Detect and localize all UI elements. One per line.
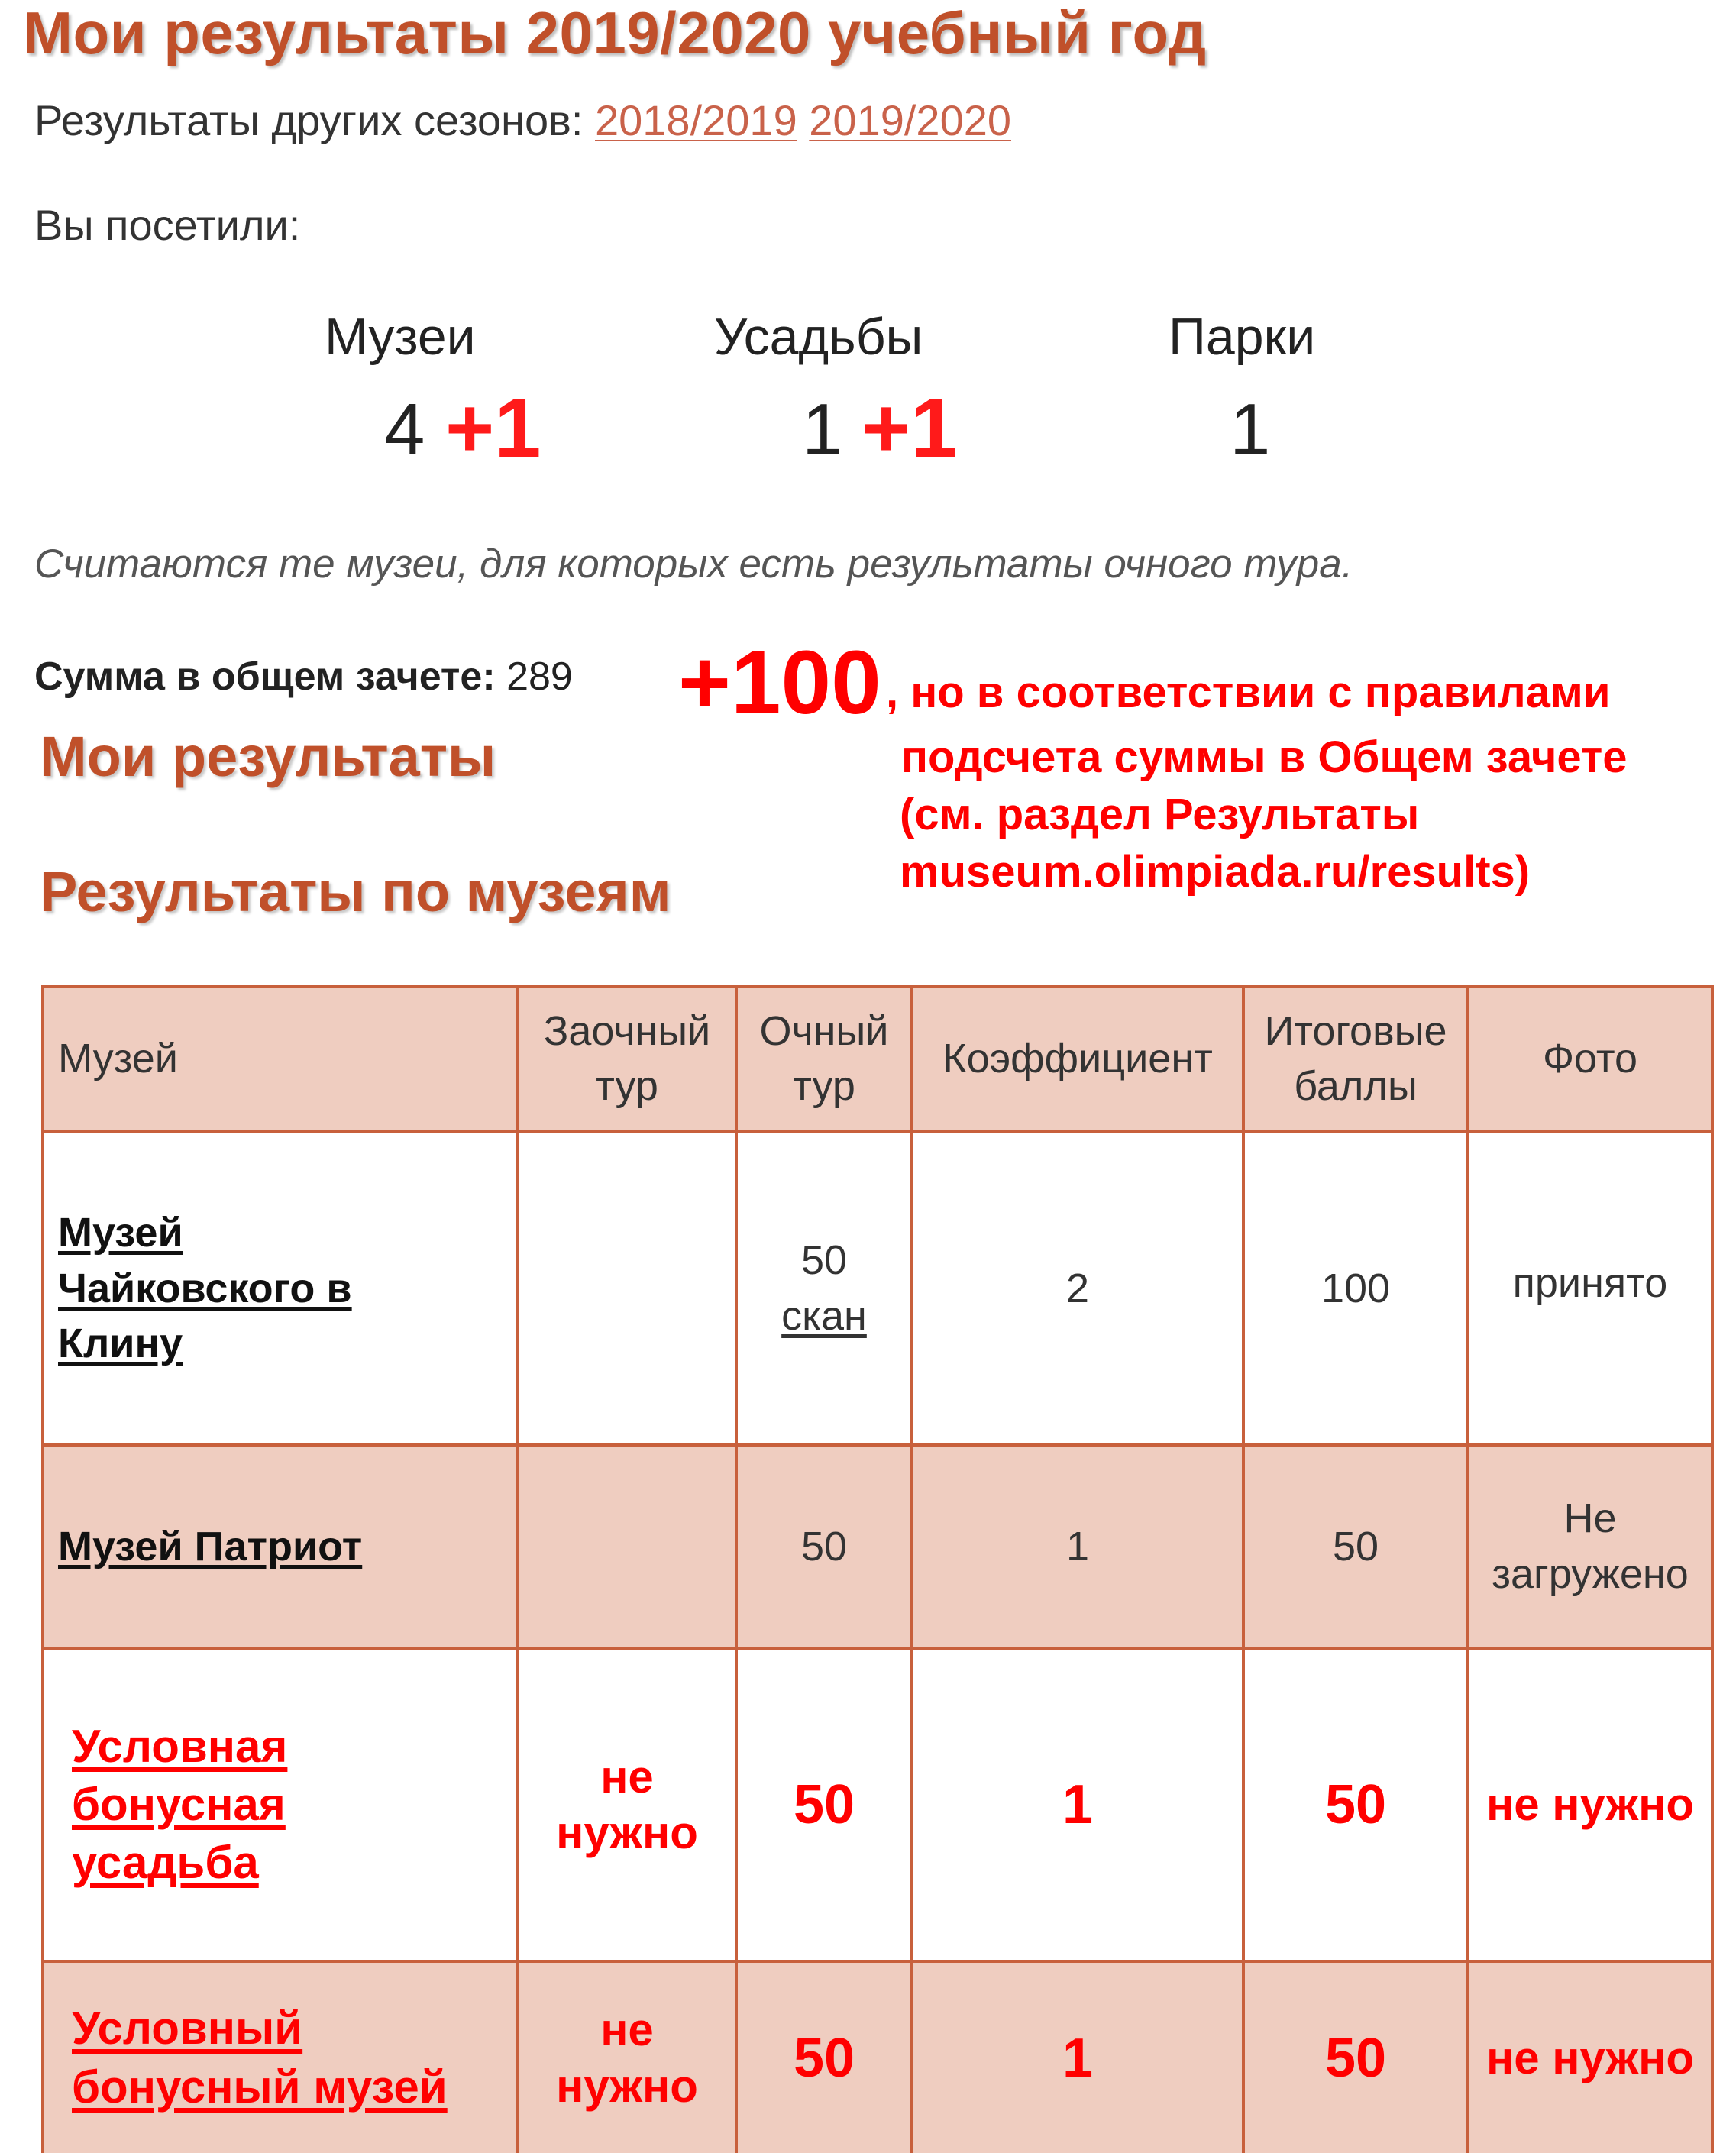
total-sum-label: Сумма в общем зачете: — [34, 655, 496, 699]
table-row-1-distance — [519, 1133, 738, 1447]
table-row-3-museum — [44, 1650, 519, 1963]
header-coefficient-label: Коэффициент — [942, 1036, 1213, 1082]
header-total-line-1: Итоговые — [1264, 1008, 1447, 1055]
table-row-4-inperson — [738, 1963, 913, 2153]
other-seasons-label: Результаты других сезонов: — [34, 96, 584, 144]
table-row-2-photo — [1469, 1447, 1714, 1650]
bonus-museum-link[interactable] — [72, 1999, 448, 2116]
row-3-photo-status: не нужно — [1485, 1779, 1695, 1831]
stat-label-estates: Усадьбы — [714, 308, 923, 366]
row-3-inperson-value: 50 — [793, 1774, 855, 1835]
row-1-total-value: 100 — [1321, 1265, 1391, 1311]
table-row-2-total — [1245, 1447, 1469, 1650]
header-distance-line-1: Заочный — [543, 1008, 711, 1055]
table-row-4-distance — [519, 1963, 738, 2153]
table-row-3-coefficient — [913, 1650, 1245, 1963]
other-seasons — [34, 95, 1011, 145]
row-2-inperson-value: 50 — [800, 1523, 848, 1569]
stat-bonus-museums: +1 — [445, 381, 541, 475]
scan-link[interactable]: скан — [781, 1293, 867, 1339]
museum-link-patriot[interactable]: Музей Патриот — [58, 1523, 363, 1569]
row-4-inperson-value: 50 — [793, 2027, 855, 2089]
row-2-photo-status-line: загружено — [1492, 1551, 1689, 1597]
row-2-photo-status-line: Не — [1563, 1495, 1617, 1542]
total-sum-value: 289 — [506, 655, 573, 699]
table-row-4-museum — [44, 1963, 519, 2153]
table-row-1-photo — [1469, 1133, 1714, 1447]
museum-name-line: Чайковского в — [58, 1265, 352, 1311]
row-3-distance-line: нужно — [556, 1807, 698, 1858]
row-4-coefficient-value: 1 — [1062, 2027, 1094, 2089]
header-photo-label: Фото — [1542, 1036, 1638, 1082]
table-row-3-total — [1245, 1650, 1469, 1963]
header-inperson-line-1: Очный — [759, 1008, 889, 1055]
bonus-estate-link[interactable] — [72, 1718, 287, 1893]
table-row-1-total — [1245, 1133, 1469, 1447]
table-row-2-distance — [519, 1447, 738, 1650]
table-row-2-museum — [44, 1447, 519, 1650]
total-sum-bonus: +100 — [678, 632, 881, 733]
annotation-line-3: (см. раздел Результаты — [900, 790, 1420, 839]
stat-value-estates: 1 — [802, 389, 843, 470]
table-row-4-total — [1245, 1963, 1469, 2153]
header-museum-label: Музей — [58, 1036, 178, 1082]
table-row-1-inperson — [738, 1133, 913, 1447]
table-row-2-coefficient — [913, 1447, 1245, 1650]
table-row-4-coefficient — [913, 1963, 1245, 2153]
header-total-line-2: баллы — [1294, 1063, 1418, 1109]
museum-name-line: Музей — [58, 1209, 183, 1256]
row-1-coefficient-value: 2 — [1065, 1265, 1090, 1311]
row-3-distance-line: не — [600, 1751, 654, 1802]
table-row-3-inperson — [738, 1650, 913, 1963]
museum-name-line: Клину — [58, 1321, 183, 1367]
section-results-by-museum: Результаты по музеям — [40, 860, 671, 923]
museum-name-line: бонусный музей — [72, 2061, 448, 2113]
header-coefficient — [913, 988, 1245, 1133]
museum-name-line: Условный — [72, 2003, 303, 2054]
section-my-results: Мои результаты — [40, 725, 496, 788]
table-row-1-coefficient — [913, 1133, 1245, 1447]
header-distance-line-2: тур — [596, 1063, 658, 1109]
row-2-coefficient-value: 1 — [1065, 1523, 1090, 1569]
visited-label: Вы посетили: — [34, 201, 301, 249]
count-note: Считаются те музеи, для которых есть результаты очного тура. — [34, 541, 1353, 587]
museum-name-line: бонусная — [72, 1778, 286, 1830]
header-distance-round — [519, 988, 738, 1133]
table-row-3-distance — [519, 1650, 738, 1963]
header-inperson-round — [738, 988, 913, 1133]
museum-name-line: Условная — [72, 1720, 288, 1772]
row-1-photo-status: принято — [1512, 1260, 1668, 1306]
stat-bonus-estates: +1 — [862, 381, 958, 475]
header-total-points — [1245, 988, 1469, 1133]
total-sum — [34, 654, 573, 700]
row-4-photo-status: не нужно — [1485, 2032, 1695, 2083]
row-3-coefficient-value: 1 — [1062, 1774, 1094, 1835]
row-3-total-value: 50 — [1324, 1774, 1387, 1835]
museum-link-tchaikovsky[interactable] — [58, 1205, 352, 1372]
season-link-2018-2019[interactable]: 2018/2019 — [595, 96, 797, 144]
stat-value-parks: 1 — [1230, 389, 1271, 470]
row-2-total-value: 50 — [1332, 1523, 1379, 1569]
table-row-1-museum — [44, 1133, 519, 1447]
row-4-total-value: 50 — [1324, 2027, 1387, 2089]
table-row-2-inperson — [738, 1447, 913, 1650]
table-row-3-photo — [1469, 1650, 1714, 1963]
row-4-distance-line: не — [600, 2004, 654, 2056]
row-1-inperson-value: 50 — [800, 1237, 848, 1284]
stat-label-parks: Парки — [1169, 308, 1316, 366]
annotation-line-4: museum.olimpiada.ru/results) — [900, 847, 1531, 897]
header-inperson-line-2: тур — [793, 1063, 855, 1109]
page-title: Мои результаты 2019/2020 учебный год — [23, 0, 1207, 66]
row-4-distance-line: нужно — [556, 2060, 698, 2112]
header-museum — [44, 988, 519, 1133]
annotation-line-2: подсчета суммы в Общем зачете — [901, 732, 1628, 782]
stat-value-museums: 4 — [384, 389, 425, 470]
museum-name-line: усадьба — [72, 1837, 259, 1889]
annotation-line-1: , но в соответствии с правилами — [886, 668, 1611, 717]
season-link-2019-2020[interactable]: 2019/2020 — [809, 96, 1011, 144]
table-row-4-photo — [1469, 1963, 1714, 2153]
header-photo — [1469, 988, 1714, 1133]
stat-label-museums: Музеи — [325, 308, 476, 366]
